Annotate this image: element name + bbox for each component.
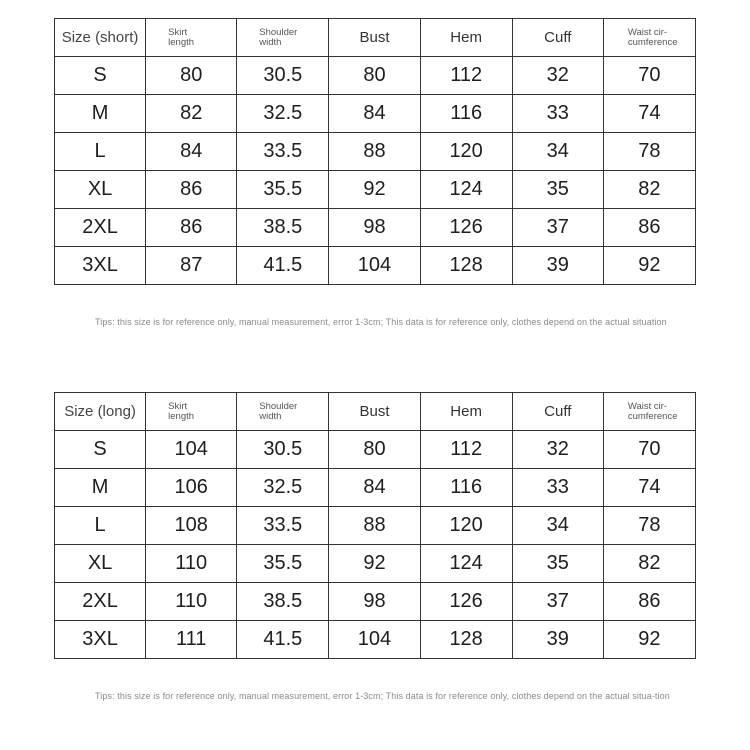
cuff-cell: 39 <box>512 247 603 285</box>
cuff-cell: 34 <box>512 133 603 171</box>
size-cell: L <box>55 133 146 171</box>
size-cell: 2XL <box>55 209 146 247</box>
bust-cell: 98 <box>329 583 420 621</box>
skirt-length-cell: 84 <box>146 133 237 171</box>
size-cell: 2XL <box>55 583 146 621</box>
table-row <box>55 133 696 171</box>
shoulder-width-cell: 41.5 <box>237 621 329 659</box>
bust-cell: 104 <box>329 621 420 659</box>
skirt-length-cell: 80 <box>146 57 237 95</box>
shoulder-width-cell: 33.5 <box>237 133 329 171</box>
header-shoulder-width: Shoulder width <box>237 19 329 57</box>
table-header-row <box>55 19 696 57</box>
shoulder-width-cell: 35.5 <box>237 171 329 209</box>
hem-cell: 126 <box>420 209 512 247</box>
bust-cell: 88 <box>329 133 420 171</box>
tips-note-short: Tips: this size is for reference only, manual measurement, error 1-3cm; This data is for reference only, clothes depend on the actual situation <box>95 317 667 327</box>
shoulder-width-cell: 38.5 <box>237 209 329 247</box>
bust-cell: 84 <box>329 95 420 133</box>
cuff-cell: 33 <box>512 95 603 133</box>
header-bust: Bust <box>329 393 420 431</box>
cuff-cell: 33 <box>512 469 603 507</box>
waist-cell: 78 <box>603 133 695 171</box>
bust-cell: 92 <box>329 545 420 583</box>
waist-cell: 74 <box>603 469 695 507</box>
table-row <box>55 95 696 133</box>
shoulder-width-cell: 32.5 <box>237 95 329 133</box>
header-cuff: Cuff <box>512 19 603 57</box>
size-cell: M <box>55 95 146 133</box>
waist-cell: 92 <box>603 621 695 659</box>
cuff-cell: 32 <box>512 57 603 95</box>
waist-cell: 82 <box>603 545 695 583</box>
shoulder-width-cell: 33.5 <box>237 507 329 545</box>
table-row <box>55 545 696 583</box>
table-row <box>55 431 696 469</box>
cuff-cell: 37 <box>512 209 603 247</box>
hem-cell: 128 <box>420 621 512 659</box>
waist-cell: 92 <box>603 247 695 285</box>
size-cell: XL <box>55 171 146 209</box>
cuff-cell: 39 <box>512 621 603 659</box>
header-waist-circumference: Waist cir- cumference <box>603 19 695 57</box>
header-skirt-length: Skirt length <box>146 19 237 57</box>
skirt-length-cell: 87 <box>146 247 237 285</box>
header-cuff: Cuff <box>512 393 603 431</box>
table-row <box>55 209 696 247</box>
size-cell: S <box>55 57 146 95</box>
skirt-length-cell: 110 <box>146 545 237 583</box>
skirt-length-cell: 86 <box>146 171 237 209</box>
bust-cell: 98 <box>329 209 420 247</box>
skirt-length-cell: 106 <box>146 469 237 507</box>
hem-cell: 120 <box>420 507 512 545</box>
header-hem: Hem <box>420 393 512 431</box>
waist-cell: 78 <box>603 507 695 545</box>
waist-cell: 70 <box>603 431 695 469</box>
waist-cell: 82 <box>603 171 695 209</box>
waist-cell: 86 <box>603 583 695 621</box>
bust-cell: 80 <box>329 431 420 469</box>
bust-cell: 104 <box>329 247 420 285</box>
skirt-length-cell: 110 <box>146 583 237 621</box>
hem-cell: 126 <box>420 583 512 621</box>
table-row <box>55 621 696 659</box>
header-size-short: Size (short) <box>55 19 146 57</box>
waist-cell: 74 <box>603 95 695 133</box>
cuff-cell: 35 <box>512 545 603 583</box>
cuff-cell: 34 <box>512 507 603 545</box>
shoulder-width-cell: 41.5 <box>237 247 329 285</box>
waist-cell: 86 <box>603 209 695 247</box>
size-cell: 3XL <box>55 247 146 285</box>
table-row <box>55 469 696 507</box>
table-header-row <box>55 393 696 431</box>
shoulder-width-cell: 30.5 <box>237 57 329 95</box>
size-table-short <box>54 18 696 285</box>
hem-cell: 124 <box>420 545 512 583</box>
table-row <box>55 57 696 95</box>
skirt-length-cell: 82 <box>146 95 237 133</box>
hem-cell: 112 <box>420 431 512 469</box>
table-row <box>55 247 696 285</box>
skirt-length-cell: 86 <box>146 209 237 247</box>
hem-cell: 128 <box>420 247 512 285</box>
table-row <box>55 171 696 209</box>
shoulder-width-cell: 38.5 <box>237 583 329 621</box>
size-cell: M <box>55 469 146 507</box>
header-size-long: Size (long) <box>55 393 146 431</box>
bust-cell: 84 <box>329 469 420 507</box>
shoulder-width-cell: 30.5 <box>237 431 329 469</box>
cuff-cell: 35 <box>512 171 603 209</box>
bust-cell: 80 <box>329 57 420 95</box>
skirt-length-cell: 104 <box>146 431 237 469</box>
size-cell: S <box>55 431 146 469</box>
hem-cell: 112 <box>420 57 512 95</box>
hem-cell: 120 <box>420 133 512 171</box>
header-waist-circumference: Waist cir- cumference <box>603 393 695 431</box>
size-cell: XL <box>55 545 146 583</box>
size-cell: 3XL <box>55 621 146 659</box>
hem-cell: 124 <box>420 171 512 209</box>
hem-cell: 116 <box>420 95 512 133</box>
skirt-length-cell: 108 <box>146 507 237 545</box>
header-skirt-length: Skirt length <box>146 393 237 431</box>
table-row <box>55 583 696 621</box>
bust-cell: 88 <box>329 507 420 545</box>
size-table-long <box>54 392 696 659</box>
tips-note-long: Tips: this size is for reference only, manual measurement, error 1-3cm; This data is for reference only, clothes depend on the actual situa-tion <box>95 691 670 701</box>
header-bust: Bust <box>329 19 420 57</box>
shoulder-width-cell: 32.5 <box>237 469 329 507</box>
hem-cell: 116 <box>420 469 512 507</box>
size-cell: L <box>55 507 146 545</box>
table-row <box>55 507 696 545</box>
cuff-cell: 37 <box>512 583 603 621</box>
cuff-cell: 32 <box>512 431 603 469</box>
header-hem: Hem <box>420 19 512 57</box>
waist-cell: 70 <box>603 57 695 95</box>
shoulder-width-cell: 35.5 <box>237 545 329 583</box>
bust-cell: 92 <box>329 171 420 209</box>
header-shoulder-width: Shoulder width <box>237 393 329 431</box>
skirt-length-cell: 111 <box>146 621 237 659</box>
